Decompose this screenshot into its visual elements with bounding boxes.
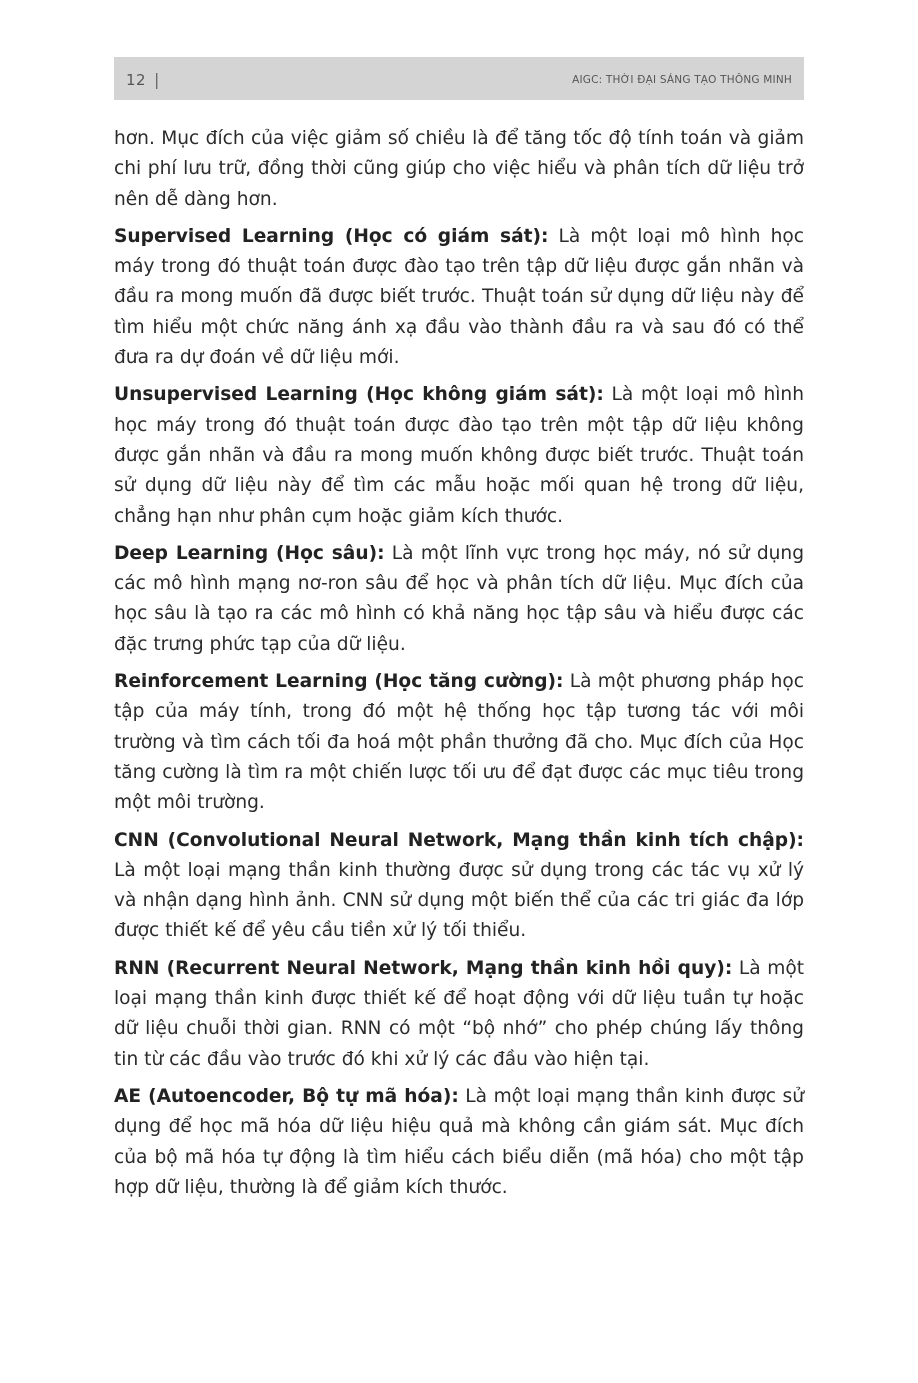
term-label: Supervised Learning (Học có giám sát): bbox=[114, 225, 549, 247]
definition-text: Là một loại mô hình học máy trong đó thuật toán được đào tạo trên tập dữ liệu được gắn nhãn và đầu ra mong muốn đã được biết trước. Thuật toán sử dụng dữ liệu này để tìm hiểu một chức năng ánh xạ đầu vào thành đầu ra và sau đó có thể đưa ra dự đoán về dữ liệu mới. bbox=[114, 225, 804, 369]
paragraph-text: hơn. Mục đích của việc giảm số chiều là để tăng tốc độ tính toán và giảm chi phí lưu trữ, đồng thời cũng giúp cho việc hiểu và phân tích dữ liệu trở nên dễ dàng hơn. bbox=[114, 128, 804, 210]
definition-supervised-learning bbox=[114, 222, 804, 373]
definition-text: Là một phương pháp học tập của máy tính, trong đó một hệ thống học tập tương tác với môi trường và tìm cách tối đa hoá một phần thưởng đã cho. Mục đích của Học tăng cường là tìm ra một chiến lược tối ưu để đạt được các mục tiêu trong một môi trường. bbox=[114, 671, 804, 814]
definition-cnn bbox=[114, 826, 804, 947]
definition-text: Là một loại mạng thần kinh thường được sử dụng trong các tác vụ xử lý và nhận dạng hình ảnh. CNN sử dụng một biến thể của các tri giác đa lớp được thiết kế để yêu cầu tiền xử lý tối thiểu. bbox=[114, 859, 804, 942]
definition-unsupervised-learning bbox=[114, 380, 804, 531]
term-label: RNN (Recurrent Neural Network, Mạng thần kinh hồi quy): bbox=[114, 957, 733, 979]
definition-rnn bbox=[114, 954, 804, 1075]
term-label: AE (Autoencoder, Bộ tự mã hóa): bbox=[114, 1085, 459, 1107]
running-header bbox=[114, 57, 804, 100]
term-label: Deep Learning (Học sâu): bbox=[114, 542, 385, 564]
definition-text: Là một lĩnh vực trong học máy, nó sử dụng các mô hình mạng nơ-ron sâu để học và phân tích dữ liệu. Mục đích của học sâu là tạo ra các mô hình có khả năng học tập sâu và hiểu được các đặc trưng phức tạp của dữ liệu. bbox=[114, 542, 804, 655]
definition-autoencoder bbox=[114, 1082, 804, 1203]
term-label: Unsupervised Learning (Học không giám sát): bbox=[114, 384, 604, 406]
definition-reinforcement-learning bbox=[114, 667, 804, 818]
body-text bbox=[114, 124, 804, 1210]
term-label: Reinforcement Learning (Học tăng cường): bbox=[114, 671, 564, 693]
definition-deep-learning bbox=[114, 539, 804, 660]
definition-text: Là một loại mô hình học máy trong đó thuật toán được đào tạo trên một tập dữ liệu không được gắn nhãn và đầu ra mong muốn không được biết trước. Thuật toán sử dụng dữ liệu này để tìm các mẫu hoặc mối quan hệ trong dữ liệu, chẳng hạn như phân cụm hoặc giảm kích thước. bbox=[114, 384, 804, 527]
page-number: 12 bbox=[126, 71, 147, 89]
term-label: CNN (Convolutional Neural Network, Mạng thần kinh tích chập): bbox=[114, 829, 804, 851]
definition-text: Là một loại mạng thần kinh được thiết kế để hoạt động với dữ liệu tuần tự hoặc dữ liệu chuỗi thời gian. RNN có một “bộ nhớ” cho phép chúng lấy thông tin từ các đầu vào trước đó khi xử lý các đầu vào hiện tại. bbox=[114, 957, 804, 1070]
paragraph-continuation bbox=[114, 124, 804, 215]
running-title: AIGC: THỜI ĐẠI SÁNG TẠO THÔNG MINH bbox=[572, 74, 792, 86]
header-separator: | bbox=[154, 70, 160, 89]
definition-text: Là một loại mạng thần kinh được sử dụng để học mã hóa dữ liệu hiệu quả mà không cần giám sát. Mục đích của bộ mã hóa tự động là tìm hiểu cách biểu diễn (mã hóa) cho một tập hợp dữ liệu, thường là để giảm kích thước. bbox=[114, 1085, 805, 1198]
